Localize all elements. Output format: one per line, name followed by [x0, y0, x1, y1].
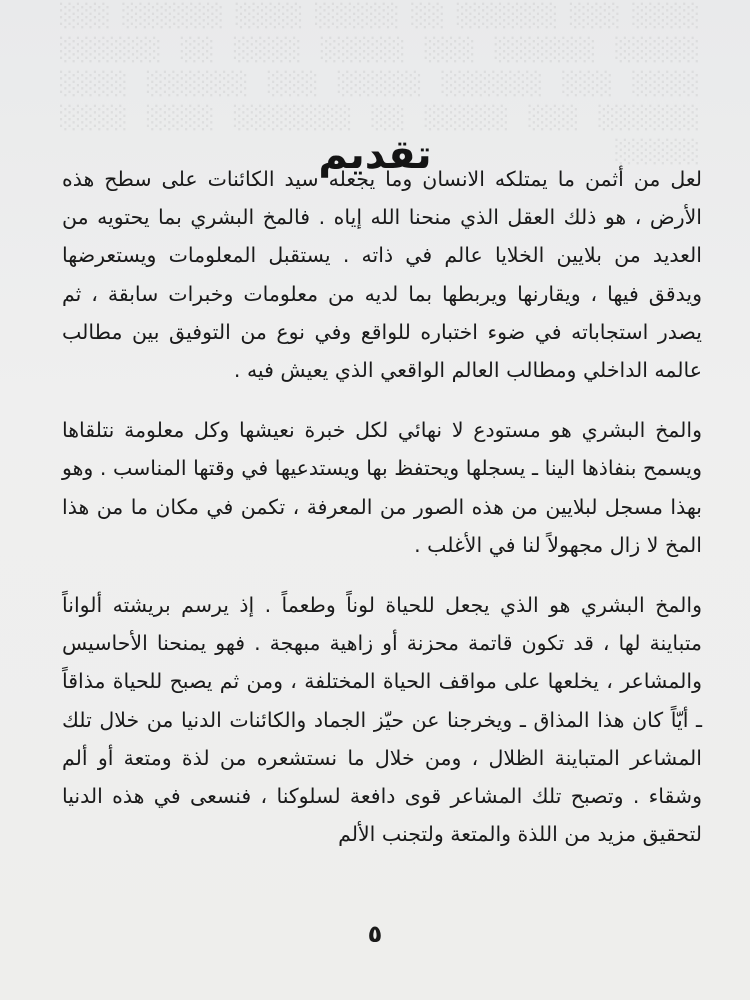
- page-number: ٥: [367, 920, 383, 948]
- bleed-through-text: ░░░░ ░░░ ░░░░░░ ░░ ░░░░░ ░░░░ ░░░░░░ ░░░ ░░░░░ ░░░░░░ ░░░ ░░░░░ ░░░░ ░░ ░░░░░░ ░░░░ ░░░ ░░░░░░ ░░░░░ ░░░ ░░░░░░ ░░░░ ░░░░░░ ░░░ ░░░░░ ░░ ░░░░░░░ ░░░░ ░░░░ ░░░░░: [60, 4, 700, 165]
- page-title: تقديم: [318, 131, 432, 178]
- paragraph-1: لعل من أثمن ما يمتلكه الانسان وما يجعله سيد الكائنات على سطح هذه الأرض ، هو ذلك العقل الذي منحنا الله إياه . فالمخ البشري بما يحتويه من العديد من بلايين الخلايا عالم في ذاته . يستقبل المعلومات ويستعرضها ويدقق فيها ، ويقارنها ويربطها بما لديه من معلومات وخبرات سابقة ، ثم يصدر استجاباته في ضوء اختباره للواقع وفي نوع من التوفيق بين مطالب عالمه الداخلي ومطالب العالم الواقعي الذي يعيش فيه .: [62, 167, 702, 383]
- main-text: [62, 160, 702, 875]
- paragraph-3: والمخ البشري هو الذي يجعل للحياة لوناً وطعماً . إذ يرسم بريشته ألواناً متباينة لها ، قد تكون قاتمة محزنة أو زاهية مبهجة . فهو يمنحنا الأحاسيس والمشاعر ، يخلعها على مواقف الحياة المختلفة ، ومن ثم يصبح للحياة مذاقاً ـ أيّاً كان هذا المذاق ـ ويخرجنا عن حيّز الجماد والكائنات الدنيا من خلال تلك المشاعر المتباينة الظلال ، ومن خلال ما نستشعره من لذة ومتعة أو ألم وشقاء . وتصبح تلك المشاعر قوى دافعة لسلوكنا ، فنسعى في هذه الدنيا لتحقيق مزيد من اللذة والمتعة ولتجنب الألم: [62, 593, 702, 847]
- paragraph-2: والمخ البشري هو مستودع لا نهائي لكل خبرة نعيشها وكل معلومة نتلقاها ويسمح بنفاذها الينا ـ يسجلها ويحتفظ بها ويستدعيها في وقتها المناسب . وهو بهذا مسجل لبلايين من هذه الصور من المعرفة ، تكمن في مكان ما من هذا المخ لا زال مجهولاً لنا في الأغلب .: [62, 418, 702, 557]
